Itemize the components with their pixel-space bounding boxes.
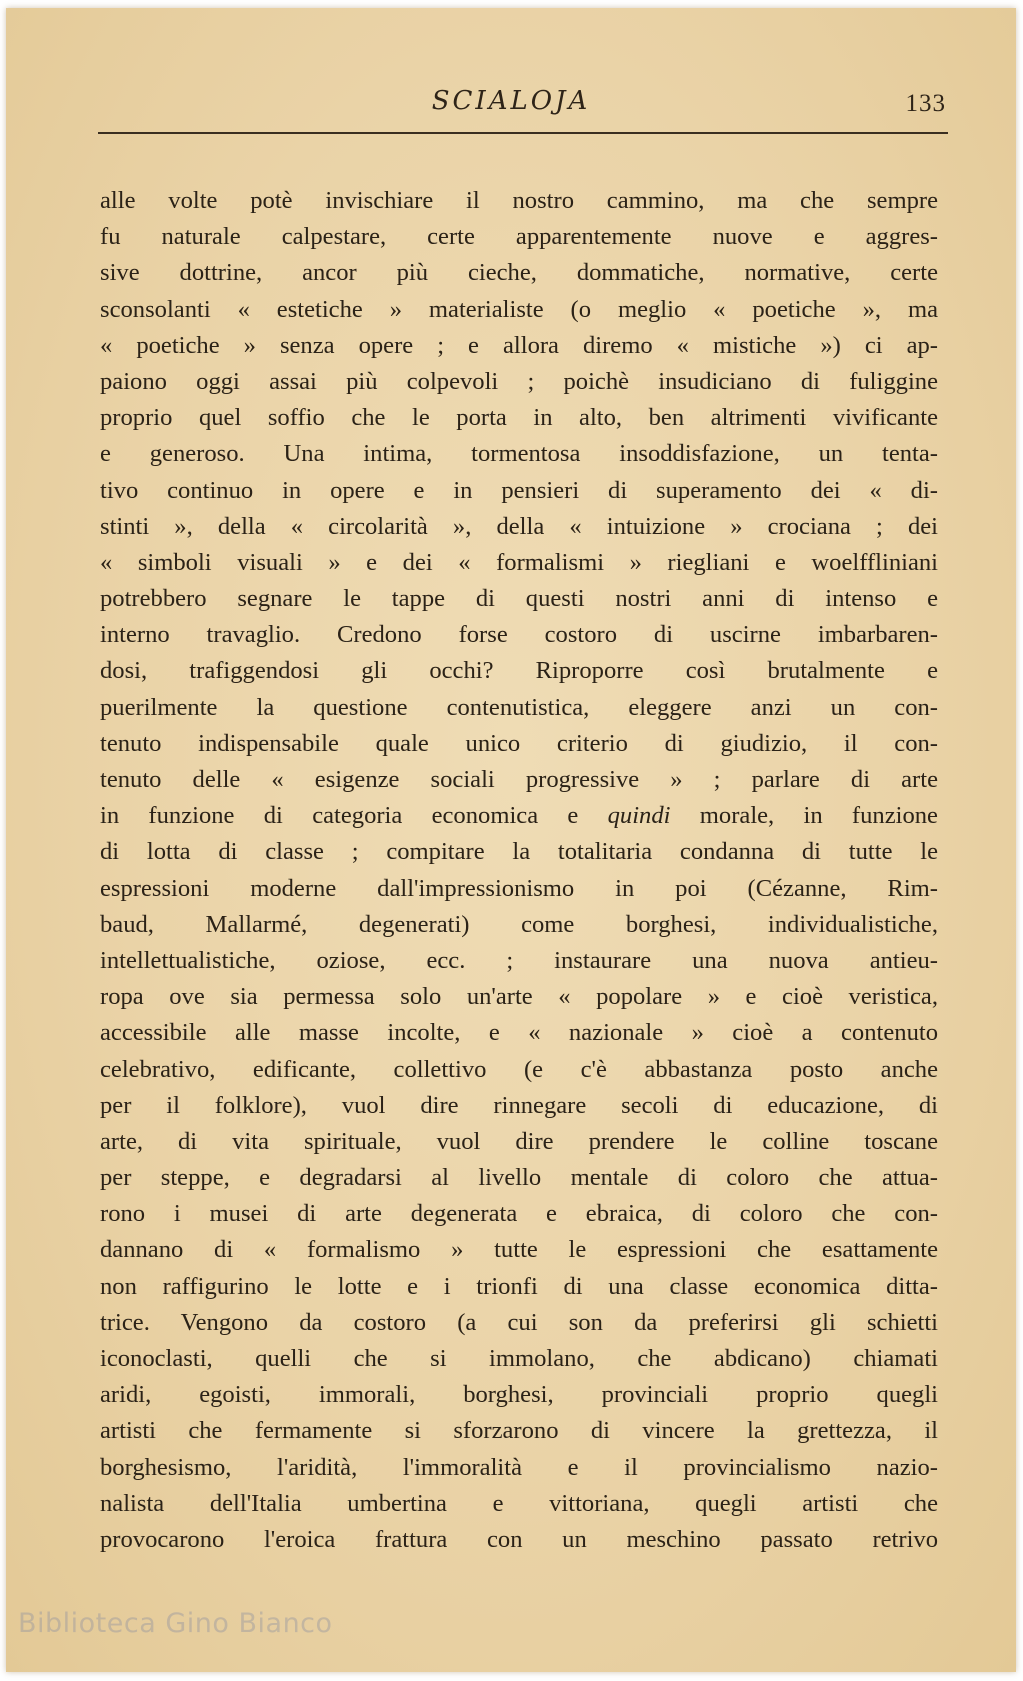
text-line: tenuto indispensabile quale unico criterio di giudizio, il con- [100, 729, 938, 757]
header-rule [98, 132, 948, 134]
page-number: 133 [905, 90, 946, 117]
text-line: « poetiche » senza opere ; e allora diremo « mistiche ») ci ap- [100, 331, 938, 359]
text-line: stinti », della « circolarità », della « intuizione » crociana ; dei [100, 512, 938, 540]
text-line: ropa ove sia permessa solo un'arte « popolare » e cioè veristica, [100, 983, 938, 1011]
text-line: interno travaglio. Credono forse costoro di uscirne imbarbaren- [100, 621, 938, 649]
text-segment: morale, in funzione [670, 802, 938, 830]
text-line: puerilmente la questione contenutistica, eleggere anzi un con- [100, 693, 938, 721]
text-line: arte, di vita spirituale, vuol dire prendere le colline toscane [100, 1127, 938, 1155]
text-line: baud, Mallarmé, degenerati) come borghesi, individualistiche, [100, 910, 938, 938]
text-line [100, 798, 938, 834]
text-line: trice. Vengono da costoro (a cui son da preferirsi gli schietti [100, 1308, 938, 1336]
text-line: alle volte potè invischiare il nostro cammino, ma che sempre [100, 187, 938, 214]
text-line: accessibile alle masse incolte, e « nazionale » cioè a contenuto [100, 1019, 938, 1047]
text-line: artisti che fermamente si sforzarono di vincere la grettezza, il [100, 1417, 938, 1445]
text-line: celebrativo, edificante, collettivo (e c'è abbastanza posto anche [100, 1055, 938, 1083]
body-text [100, 183, 938, 1558]
text-line: provocarono l'eroica frattura con un meschino passato retrivo [100, 1525, 938, 1553]
text-line: nalista dell'Italia umbertina e vittoriana, quegli artisti che [100, 1489, 938, 1517]
text-line: per il folklore), vuol dire rinnegare secoli di educazione, di [100, 1091, 938, 1119]
text-line: sconsolanti « estetiche » materialiste (o meglio « poetiche », ma [100, 295, 938, 323]
text-line: intellettualistiche, oziose, ecc. ; instaurare una nuova antieu- [100, 946, 938, 974]
text-line: sive dottrine, ancor più cieche, dommatiche, normative, certe [100, 259, 938, 287]
text-line: di lotta di classe ; compitare la totalitaria condanna di tutte le [100, 838, 938, 866]
text-line: rono i musei di arte degenerata e ebraica, di coloro che con- [100, 1200, 938, 1228]
text-line: « simboli visuali » e dei « formalismi » riegliani e woelffliniani [100, 548, 938, 576]
text-line: borghesismo, l'aridità, l'immoralità e il provincialismo nazio- [100, 1453, 938, 1481]
text-line: tenuto delle « esigenze sociali progressive » ; parlare di arte [100, 766, 938, 793]
text-line: dannano di « formalismo » tutte le espressioni che esattamente [100, 1236, 938, 1264]
text-line: e generoso. Una intima, tormentosa insoddisfazione, un tenta- [100, 440, 938, 468]
text-line: iconoclasti, quelli che si immolano, che abdicano) chiamati [100, 1345, 938, 1372]
text-line: paiono oggi assai più colpevoli ; poichè insudiciano di fuliggine [100, 367, 938, 395]
text-line: fu naturale calpestare, certe apparentemente nuove e aggres- [100, 223, 938, 251]
library-watermark: Biblioteca Gino Bianco [18, 1608, 333, 1639]
text-segment: in funzione di categoria economica e [100, 802, 608, 830]
text-line: per steppe, e degradarsi al livello mentale di coloro che attua- [100, 1164, 938, 1192]
running-title: SCIALOJA [431, 86, 591, 116]
text-line: proprio quel soffio che le porta in alto, ben altrimenti vivificante [100, 404, 938, 432]
text-line: tivo continuo in opere e in pensieri di superamento dei « di- [100, 476, 938, 504]
text-line: non raffigurino le lotte e i trionfi di una classe economica ditta- [100, 1272, 938, 1300]
book-page [6, 8, 1016, 1672]
text-line: espressioni moderne dall'impressionismo in poi (Cézanne, Rim- [100, 874, 938, 902]
italic-word: quindi [607, 802, 671, 830]
text-line: aridi, egoisti, immorali, borghesi, provinciali proprio quegli [100, 1381, 938, 1409]
text-line: potrebbero segnare le tappe di questi nostri anni di intenso e [100, 585, 938, 613]
text-line: dosi, trafiggendosi gli occhi? Riproporre così brutalmente e [100, 657, 938, 685]
